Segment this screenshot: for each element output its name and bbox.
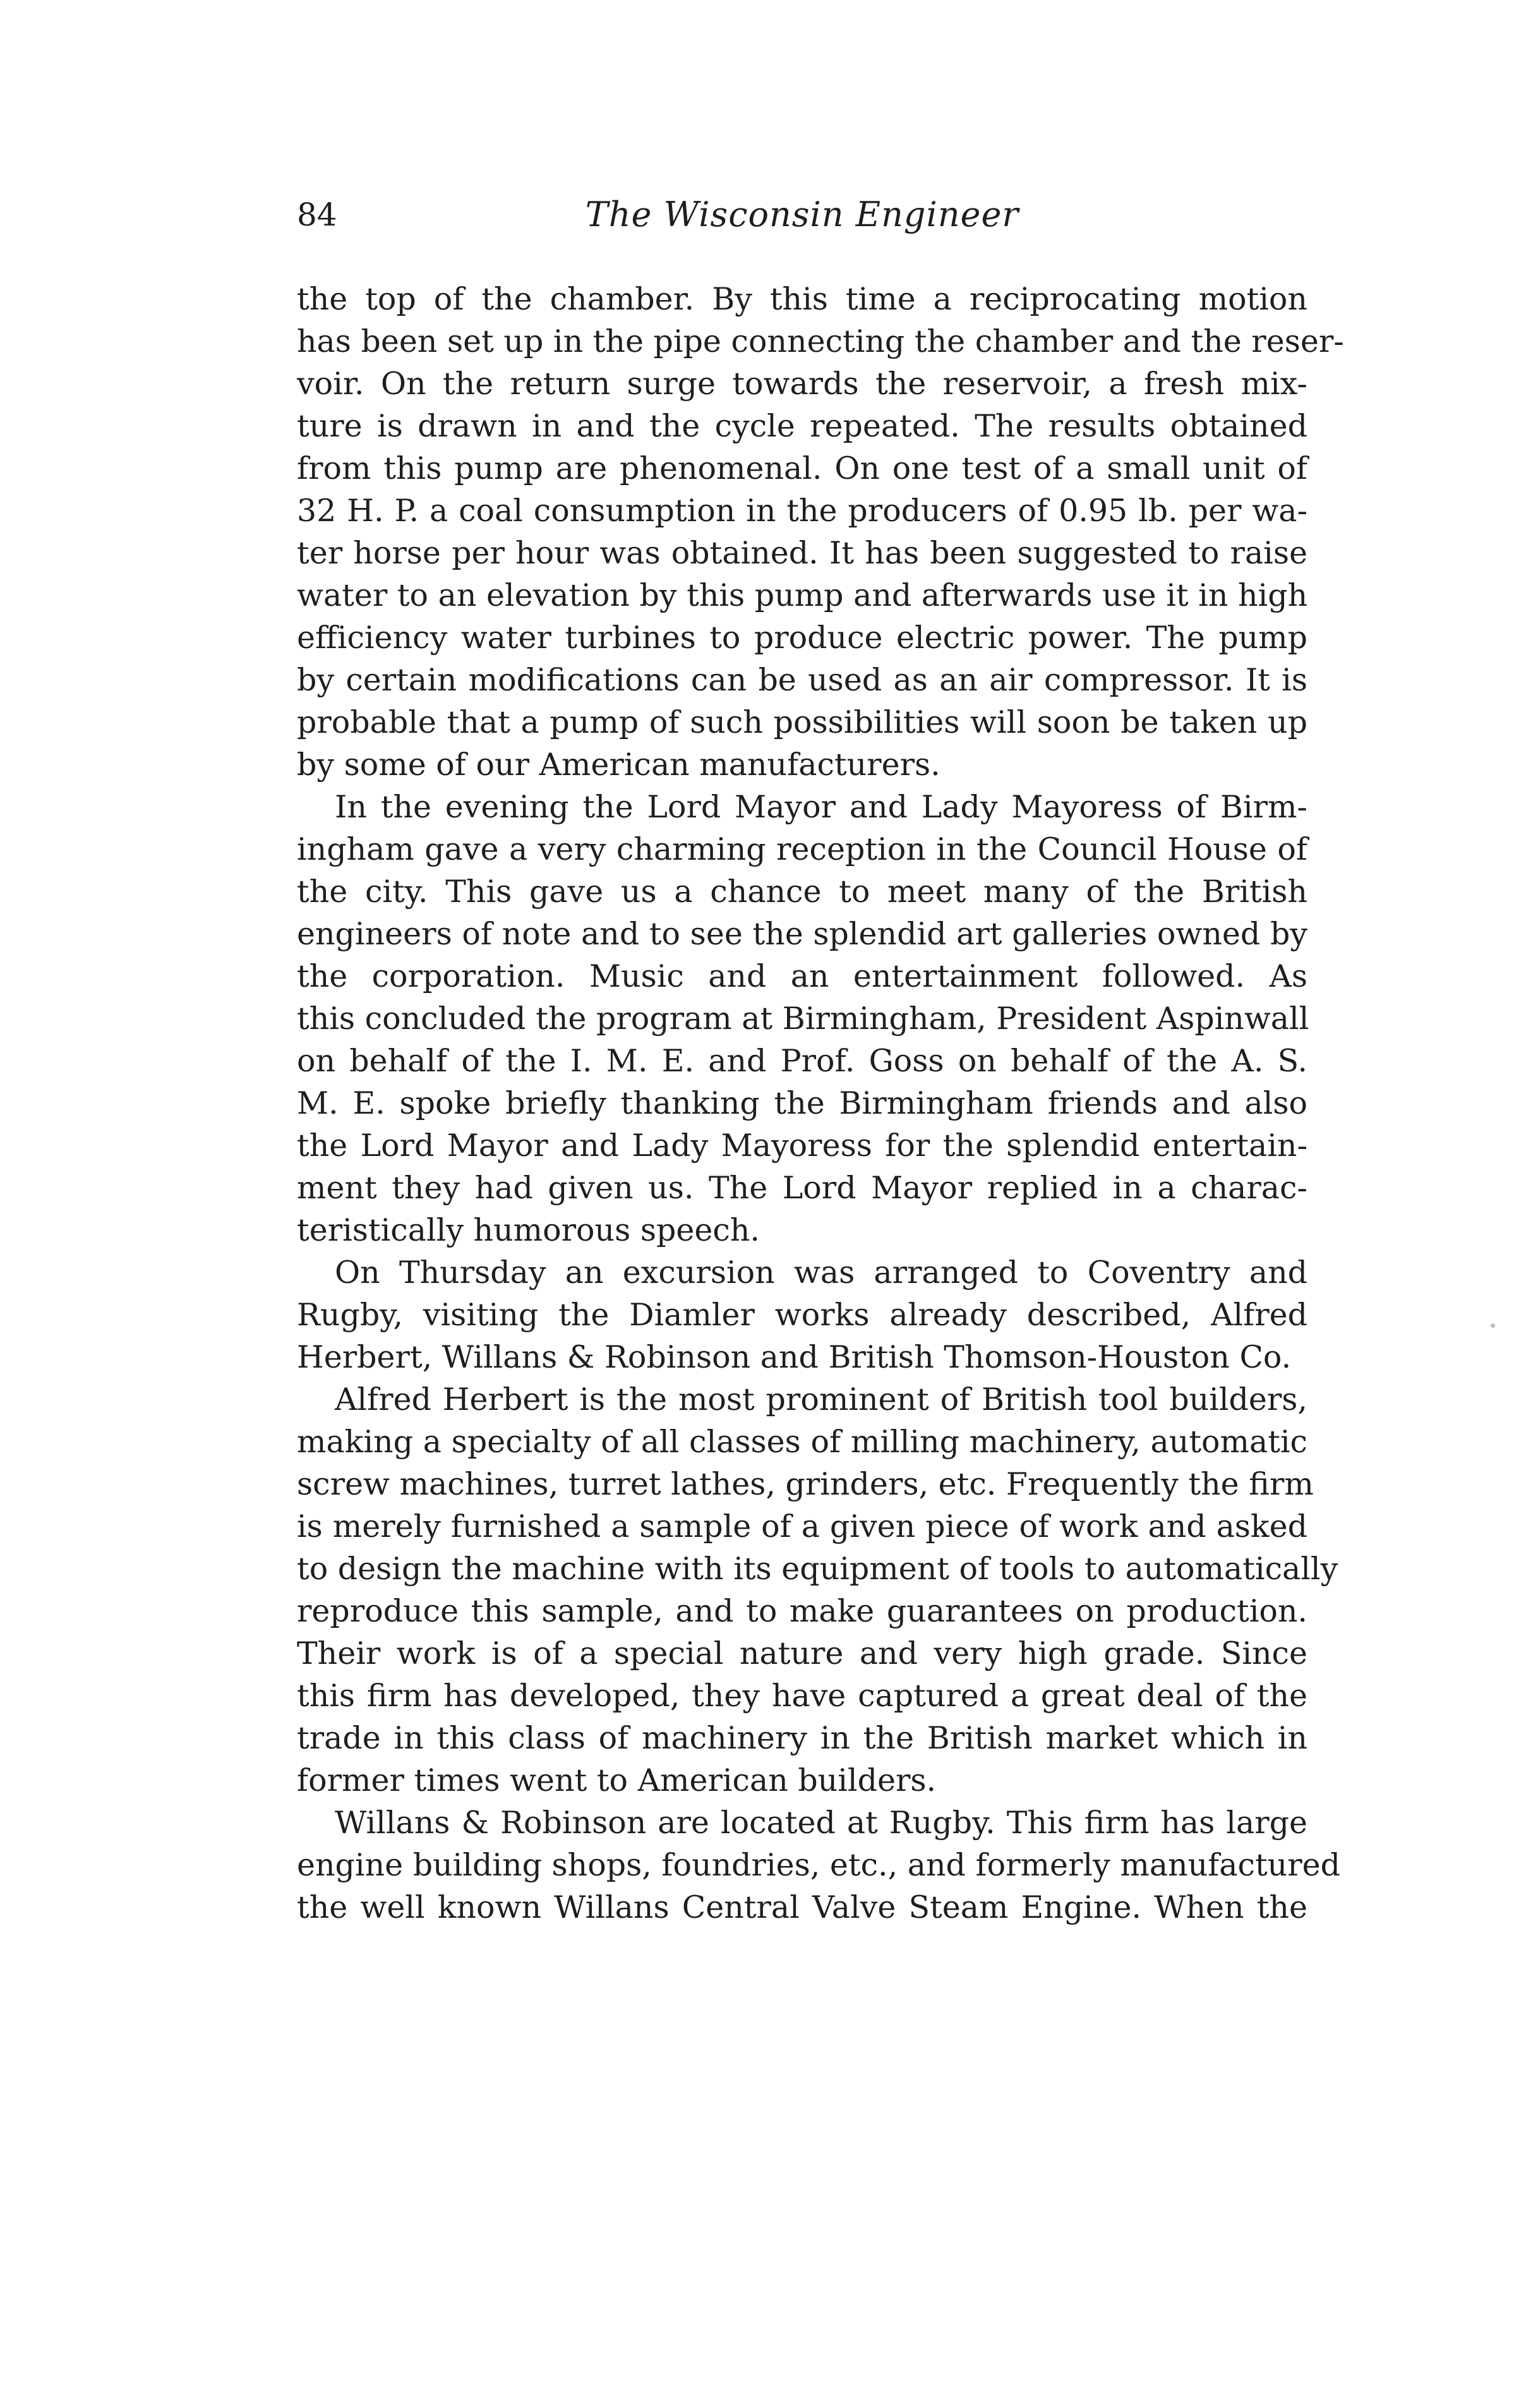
text-line: this concluded the program at Birmingham, President Aspinwall [297, 1001, 1309, 1037]
text-line: On Thursday an excursion was arranged to Coventry and [335, 1255, 1307, 1291]
text-line: Their work is of a special nature and very high grade. Since [297, 1635, 1307, 1671]
text-line: the Lord Mayor and Lady Mayoress for the splendid entertain- [297, 1128, 1307, 1164]
text-line: In the evening the Lord Mayor and Lady Mayoress of Birm- [335, 789, 1307, 825]
text-line: probable that a pump of such possibilities will soon be taken up [297, 704, 1307, 740]
text-line: M. E. spoke briefly thanking the Birmingham friends and also [297, 1085, 1307, 1121]
journal-title: The Wisconsin Engineer [585, 195, 1019, 234]
text-line: ment they had given us. The Lord Mayor replied in a charac- [297, 1170, 1307, 1206]
text-line: teristically humorous speech. [297, 1212, 760, 1248]
text-line: ture is drawn in and the cycle repeated. The results obtained [297, 408, 1307, 444]
text-line: Alfred Herbert is the most prominent of British tool builders, [335, 1382, 1307, 1418]
page-number: 84 [297, 196, 337, 233]
text-line: Rugby, visiting the Diamler works already described, Alfred [297, 1297, 1307, 1333]
text-line: the well known Willans Central Valve Steam Engine. When the [297, 1889, 1307, 1925]
text-line: 32 H. P. a coal consumption in the producers of 0.95 lb. per wa- [297, 493, 1307, 529]
text-line: voir. On the return surge towards the reservoir, a fresh mix- [297, 366, 1307, 402]
text-line: by some of our American manufacturers. [297, 747, 940, 783]
text-line: efficiency water turbines to produce electric power. The pump [297, 620, 1307, 656]
text-line: is merely furnished a sample of a given piece of work and asked [297, 1508, 1307, 1544]
text-line: the top of the chamber. By this time a reciprocating motion [297, 281, 1307, 317]
scan-speck [1491, 1323, 1495, 1328]
text-line: Willans & Robinson are located at Rugby. This firm has large [335, 1805, 1307, 1841]
text-line: water to an elevation by this pump and afterwards use it in high [297, 577, 1308, 613]
text-line: ter horse per hour was obtained. It has been suggested to raise [297, 535, 1307, 571]
text-line: engineers of note and to see the splendid art galleries owned by [297, 916, 1307, 952]
text-line: the city. This gave us a chance to meet many of the British [297, 874, 1307, 910]
text-line: reproduce this sample, and to make guarantees on production. [297, 1593, 1307, 1629]
text-line: the corporation. Music and an entertainment followed. As [297, 958, 1307, 994]
text-line: has been set up in the pipe connecting the chamber and the reser- [297, 323, 1344, 359]
text-line: this firm has developed, they have captured a great deal of the [297, 1678, 1307, 1714]
text-line: on behalf of the I. M. E. and Prof. Goss on behalf of the A. S. [297, 1043, 1307, 1079]
running-head [297, 190, 1307, 240]
body-text [297, 278, 1344, 1929]
text-line: screw machines, turret lathes, grinders, etc. Frequently the firm [297, 1466, 1314, 1502]
text-line: from this pump are phenomenal. On one test of a small unit of [297, 450, 1307, 486]
text-line: by certain modifications can be used as an air compressor. It is [297, 662, 1307, 698]
text-line: ingham gave a very charming reception in the Council House of [297, 831, 1307, 867]
text-line: making a specialty of all classes of milling machinery, automatic [297, 1424, 1307, 1460]
text-line: trade in this class of machinery in the British market which in [297, 1720, 1307, 1756]
text-line: to design the machine with its equipment of tools to automatically [297, 1551, 1338, 1587]
text-line: engine building shops, foundries, etc., and formerly manufactured [297, 1847, 1340, 1883]
text-line: former times went to American builders. [297, 1762, 937, 1798]
text-line: Herbert, Willans & Robinson and British Thomson-Houston Co. [297, 1339, 1292, 1375]
